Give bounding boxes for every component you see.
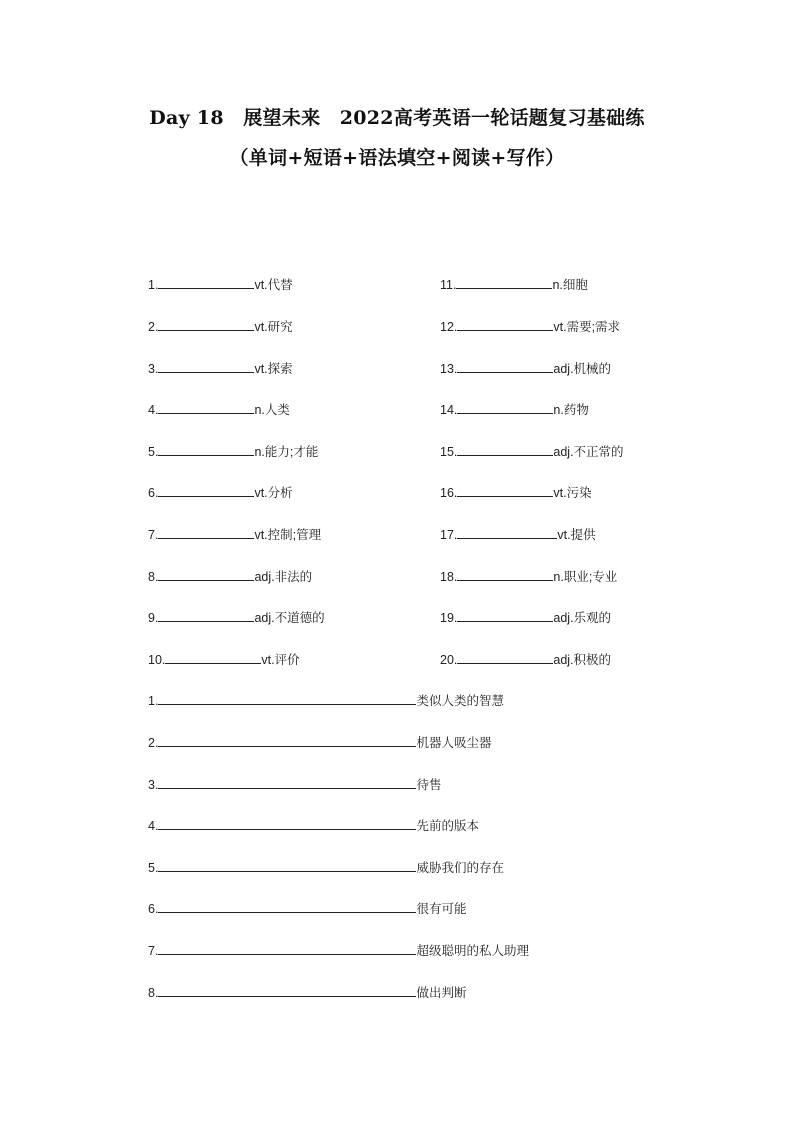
item-number: 20. — [440, 653, 458, 667]
vocab-item-6 — [148, 484, 293, 501]
phrase-item-8 — [148, 984, 466, 1001]
item-hint: adj.非法的 — [254, 570, 313, 584]
item-number: 3. — [148, 362, 159, 376]
item-number: 14. — [440, 403, 458, 417]
answer-blank[interactable] — [158, 568, 254, 581]
item-hint: n.职业;专业 — [553, 570, 618, 584]
item-number: 16. — [440, 486, 458, 500]
item-number: 7. — [148, 528, 159, 542]
item-number: 4. — [148, 819, 159, 833]
phrase-item-4 — [148, 817, 479, 834]
item-hint: adj.不正常的 — [553, 445, 624, 459]
item-number: 12. — [440, 320, 458, 334]
item-hint: 威胁我们的存在 — [416, 861, 504, 875]
item-hint: vt.提供 — [557, 528, 596, 542]
vocab-item-19 — [440, 609, 611, 626]
item-number: 2. — [148, 736, 159, 750]
answer-blank[interactable] — [158, 526, 254, 539]
phrase-item-6 — [148, 900, 466, 917]
answer-blank[interactable] — [158, 360, 254, 373]
answer-blank[interactable] — [158, 776, 416, 789]
answer-blank[interactable] — [158, 318, 254, 331]
answer-blank[interactable] — [457, 568, 553, 581]
item-hint: vt.探索 — [254, 362, 293, 376]
vocab-item-10 — [148, 651, 300, 668]
item-number: 1. — [148, 278, 159, 292]
answer-blank[interactable] — [158, 609, 254, 622]
item-hint: vt.分析 — [254, 486, 293, 500]
answer-blank[interactable] — [158, 443, 254, 456]
vocab-item-4 — [148, 401, 290, 418]
vocab-item-5 — [148, 443, 318, 460]
item-hint: adj.积极的 — [553, 653, 612, 667]
answer-blank[interactable] — [158, 859, 416, 872]
phrase-item-7 — [148, 942, 529, 959]
item-number: 5. — [148, 445, 159, 459]
item-hint: 做出判断 — [416, 986, 467, 1000]
answer-blank[interactable] — [158, 817, 416, 830]
answer-blank[interactable] — [158, 401, 254, 414]
answer-blank[interactable] — [158, 276, 254, 289]
answer-blank[interactable] — [158, 734, 416, 747]
item-number: 1. — [148, 694, 159, 708]
vocab-item-8 — [148, 568, 312, 585]
vocab-item-17 — [440, 526, 596, 543]
vocab-item-1 — [148, 276, 293, 293]
item-hint: n.细胞 — [552, 278, 588, 292]
answer-blank[interactable] — [158, 484, 254, 497]
answer-blank[interactable] — [165, 651, 261, 664]
vocab-item-2 — [148, 318, 293, 335]
item-hint: n.药物 — [553, 403, 589, 417]
item-number: 6. — [148, 486, 159, 500]
vocab-item-13 — [440, 360, 611, 377]
answer-blank[interactable] — [457, 651, 553, 664]
item-number: 15. — [440, 445, 458, 459]
item-number: 3. — [148, 778, 159, 792]
item-hint: vt.评价 — [261, 653, 300, 667]
item-number: 18. — [440, 570, 458, 584]
item-number: 2. — [148, 320, 159, 334]
item-number: 8. — [148, 570, 159, 584]
item-hint: adj.不道德的 — [254, 611, 325, 625]
vocab-item-20 — [440, 651, 611, 668]
page-title: Day 18 展望未来 2022高考英语一轮话题复习基础练 — [149, 107, 645, 129]
answer-blank[interactable] — [456, 276, 552, 289]
item-hint: adj.乐观的 — [553, 611, 612, 625]
item-hint: vt.污染 — [553, 486, 592, 500]
vocab-item-16 — [440, 484, 592, 501]
phrase-item-3 — [148, 776, 441, 793]
item-hint: 超级聪明的私人助理 — [416, 944, 529, 958]
item-number: 5. — [148, 861, 159, 875]
item-hint: vt.需要;需求 — [553, 320, 621, 334]
item-number: 17. — [440, 528, 458, 542]
answer-blank[interactable] — [158, 984, 416, 997]
item-hint: 待售 — [416, 778, 442, 792]
vocab-item-12 — [440, 318, 620, 335]
vocab-item-7 — [148, 526, 321, 543]
item-number: 9. — [148, 611, 159, 625]
vocab-item-14 — [440, 401, 589, 418]
item-hint: vt.代替 — [254, 278, 293, 292]
item-hint: n.人类 — [254, 403, 290, 417]
phrase-item-5 — [148, 859, 504, 876]
answer-blank[interactable] — [158, 942, 416, 955]
answer-blank[interactable] — [158, 900, 416, 913]
item-hint: n.能力;才能 — [254, 445, 319, 459]
page-subtitle: （单词+短语+语法填空+阅读+写作） — [229, 147, 565, 169]
item-hint: vt.研究 — [254, 320, 293, 334]
item-hint: adj.机械的 — [553, 362, 612, 376]
item-hint: 先前的版本 — [416, 819, 479, 833]
answer-blank[interactable] — [457, 401, 553, 414]
item-number: 13. — [440, 362, 458, 376]
answer-blank[interactable] — [158, 692, 416, 705]
item-hint: 类似人类的智慧 — [416, 694, 504, 708]
vocab-item-18 — [440, 568, 617, 585]
item-number: 11. — [440, 278, 457, 292]
vocab-item-3 — [148, 360, 293, 377]
answer-blank[interactable] — [457, 360, 553, 373]
item-number: 4. — [148, 403, 159, 417]
item-number: 8. — [148, 986, 159, 1000]
phrase-item-2 — [148, 734, 491, 751]
item-number: 19. — [440, 611, 458, 625]
phrase-item-1 — [148, 692, 504, 709]
item-hint: 机器人吸尘器 — [416, 736, 492, 750]
answer-blank[interactable] — [457, 526, 557, 539]
vocab-item-11 — [440, 276, 588, 293]
answer-blank[interactable] — [457, 484, 553, 497]
vocab-item-9 — [148, 609, 325, 626]
answer-blank[interactable] — [457, 318, 553, 331]
answer-blank[interactable] — [457, 443, 553, 456]
item-number: 7. — [148, 944, 159, 958]
answer-blank[interactable] — [457, 609, 553, 622]
item-hint: vt.控制;管理 — [254, 528, 322, 542]
item-hint: 很有可能 — [416, 902, 467, 916]
item-number: 10. — [148, 653, 166, 667]
vocab-item-15 — [440, 443, 624, 460]
item-number: 6. — [148, 902, 159, 916]
